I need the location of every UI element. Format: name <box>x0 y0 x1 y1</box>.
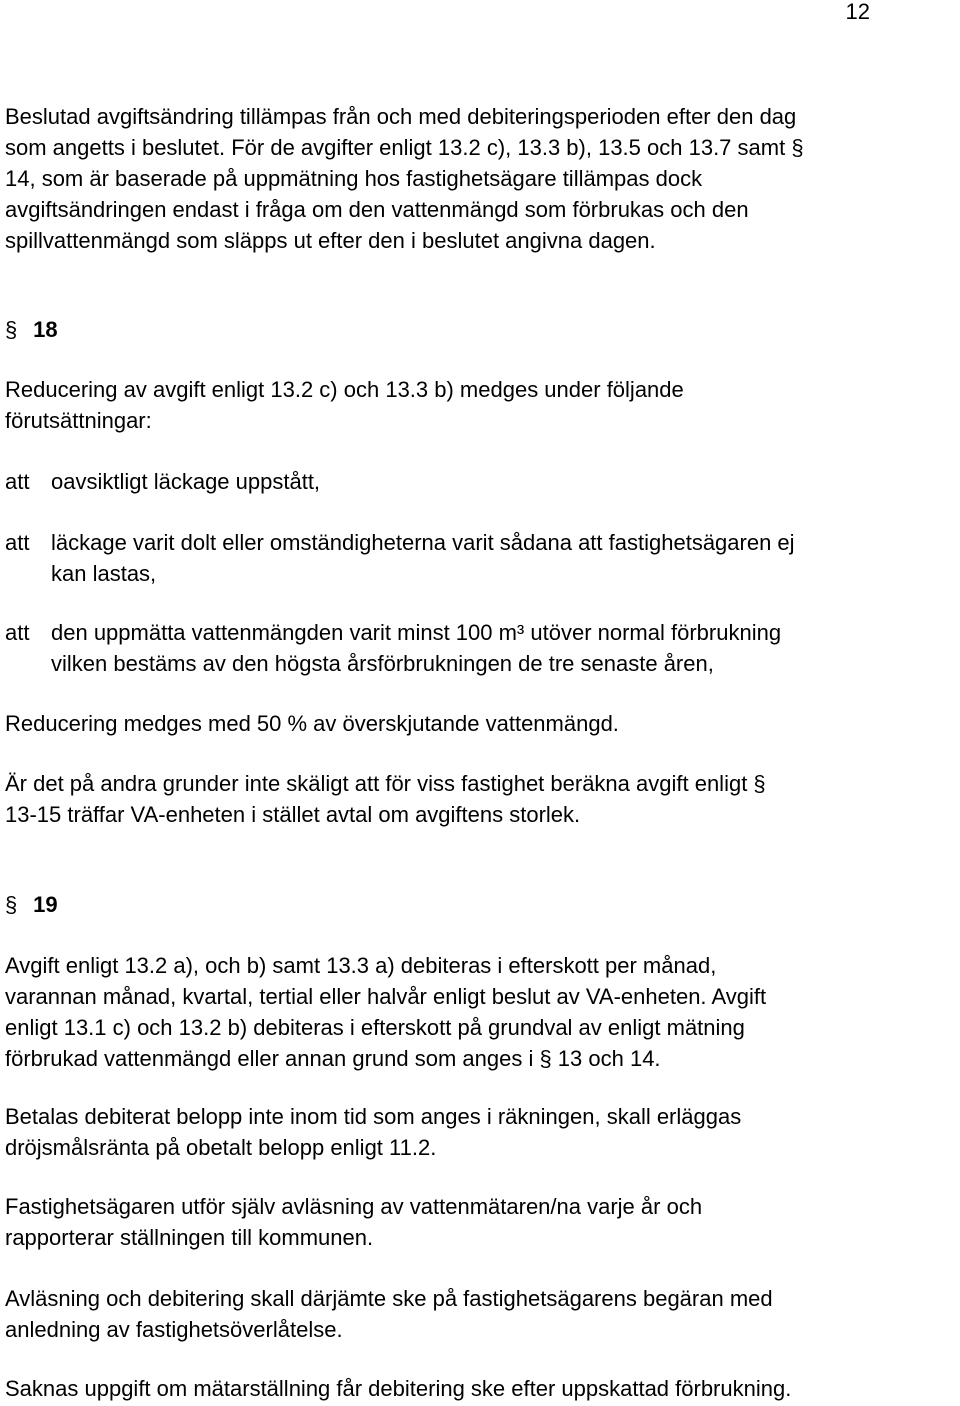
section-heading-18 <box>5 314 58 345</box>
condition-text: läckage varit dolt eller omständigheterna varit sådana att fastighetsägaren ej <box>51 530 795 555</box>
page-number: 12 <box>845 0 870 24</box>
text-line: Saknas uppgift om mätarställning får debitering ske efter uppskattad förbrukning. <box>5 1376 792 1401</box>
paragraph-reducering <box>5 708 955 739</box>
text-line: Reducering av avgift enligt 13.2 c) och 13.3 b) medges under följande <box>5 377 684 402</box>
condition-text: vilken bestäms av den högsta årsförbrukningen de tre senaste åren, <box>51 651 714 676</box>
text-line: 13-15 träffar VA-enheten i stället avtal om avgiftens storlek. <box>5 802 581 827</box>
paragraph-betalas <box>5 1101 955 1163</box>
paragraph-avlasning <box>5 1283 955 1345</box>
section-number: 18 <box>33 317 58 342</box>
text-line: förbrukad vattenmängd eller annan grund som anges i § 13 och 14. <box>5 1046 661 1071</box>
text-line: dröjsmålsränta på obetalt belopp enligt 11.2. <box>5 1135 437 1160</box>
text-line: Avläsning och debitering skall därjämte ske på fastighetsägarens begäran med <box>5 1286 773 1311</box>
text-line: 14, som är baserade på uppmätning hos fastighetsägare tillämpas dock <box>5 166 703 191</box>
text-line: Betalas debiterat belopp inte inom tid som anges i räkningen, skall erläggas <box>5 1104 742 1129</box>
paragraph-19-avgift <box>5 950 955 1074</box>
text-line: Avgift enligt 13.2 a), och b) samt 13.3 a) debiteras i efterskott per månad, <box>5 953 717 978</box>
paragraph-saknas <box>5 1373 955 1404</box>
condition-prefix: att <box>5 469 30 494</box>
condition-item <box>5 466 955 497</box>
text-line: Fastighetsägaren utför själv avläsning av vattenmätaren/na varje år och <box>5 1194 703 1219</box>
condition-item <box>5 527 955 589</box>
text-line: spillvattenmängd som släpps ut efter den i beslutet angivna dagen. <box>5 228 656 253</box>
text-line: anledning av fastighetsöverlåtelse. <box>5 1317 343 1342</box>
condition-text: kan lastas, <box>51 561 157 586</box>
section-heading-19 <box>5 889 58 920</box>
condition-prefix: att <box>5 530 30 555</box>
text-line: Reducering medges med 50 % av överskjutande vattenmängd. <box>5 711 619 736</box>
paragraph-grunder <box>5 768 955 830</box>
section-symbol: § <box>5 892 18 917</box>
text-line: rapporterar ställningen till kommunen. <box>5 1225 374 1250</box>
text-line: Är det på andra grunder inte skäligt att för viss fastighet beräkna avgift enligt § <box>5 771 766 796</box>
text-line: avgiftsändringen endast i fråga om den vattenmängd som förbrukas och den <box>5 197 749 222</box>
section-number: 19 <box>33 892 58 917</box>
text-line: varannan månad, kvartal, tertial eller halvår enligt beslut av VA-enheten. Avgift <box>5 984 767 1009</box>
section-symbol: § <box>5 317 18 342</box>
paragraph-intro <box>5 101 955 256</box>
condition-prefix: att <box>5 620 30 645</box>
text-line: som angetts i beslutet. För de avgifter enligt 13.2 c), 13.3 b), 13.5 och 13.7 samt § <box>5 135 804 160</box>
text-line: förutsättningar: <box>5 408 152 433</box>
paragraph-fastighetsagaren <box>5 1191 955 1253</box>
text-line: Beslutad avgiftsändring tillämpas från och med debiteringsperioden efter den dag <box>5 104 797 129</box>
text-line: enligt 13.1 c) och 13.2 b) debiteras i efterskott på grundval av enligt mätning <box>5 1015 745 1040</box>
paragraph-18-intro <box>5 374 955 436</box>
condition-item <box>5 617 955 679</box>
condition-text: oavsiktligt läckage uppstått, <box>51 469 321 494</box>
condition-text: den uppmätta vattenmängden varit minst 100 m³ utöver normal förbrukning <box>51 620 782 645</box>
